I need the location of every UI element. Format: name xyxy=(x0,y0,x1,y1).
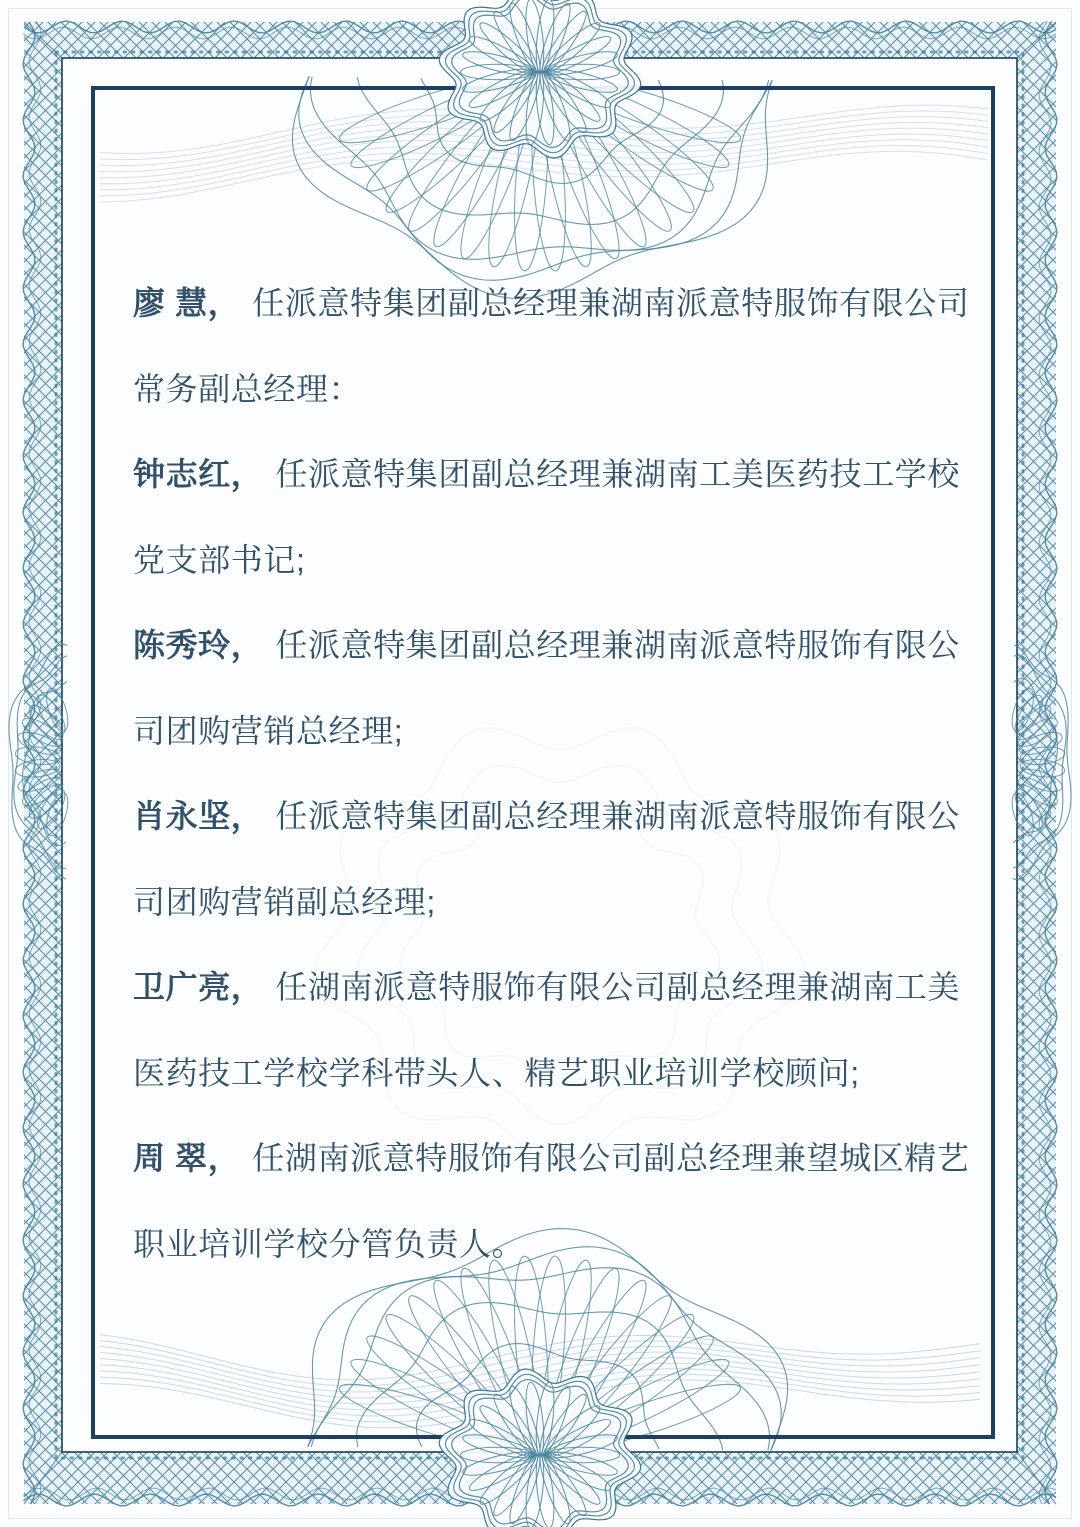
appointment-text: 任派意特集团副总经理兼湖南派意特服饰有限公司 xyxy=(252,285,970,321)
appointment-text: 任派意特集团副总经理兼湖南派意特服饰有限公 xyxy=(275,798,961,834)
appointment-line xyxy=(133,261,1005,347)
appointment-text: 任派意特集团副总经理兼湖南派意特服饰有限公 xyxy=(275,627,961,663)
appointment-entry xyxy=(133,261,1005,432)
appointment-line xyxy=(133,347,1005,433)
appointment-entry xyxy=(133,945,1005,1116)
appointment-entry xyxy=(133,1116,1005,1287)
appointment-text: 司团购营销副总经理; xyxy=(133,883,436,920)
appointment-text: 任湖南派意特服饰有限公司副总经理兼望城区精艺 xyxy=(252,1140,970,1176)
appointment-line xyxy=(133,860,1005,946)
person-name: 肖永坚， xyxy=(133,798,264,834)
appointment-line xyxy=(133,689,1005,775)
appointment-line xyxy=(133,1116,1005,1202)
appointment-text: 司团购营销总经理; xyxy=(133,712,404,749)
appointment-line xyxy=(133,774,1005,860)
appointment-text: 常务副总经理： xyxy=(133,370,362,407)
person-name: 钟志红， xyxy=(133,456,264,492)
appointment-entry xyxy=(133,774,1005,945)
appointment-text: 职业培训学校分管负责人。 xyxy=(133,1225,525,1262)
person-name: 周 翠， xyxy=(133,1140,241,1176)
appointment-text: 任湖南派意特服饰有限公司副总经理兼湖南工美 xyxy=(275,969,961,1005)
appointment-line xyxy=(133,1031,1005,1117)
person-name: 陈秀玲， xyxy=(133,627,264,663)
person-name: 廖 慧， xyxy=(133,285,241,321)
appointment-text: 党支部书记; xyxy=(133,541,306,578)
appointment-line xyxy=(133,518,1005,604)
appointment-text-block xyxy=(133,261,1005,1287)
person-name: 卫广亮， xyxy=(133,969,264,1005)
appointment-entry xyxy=(133,432,1005,603)
appointment-line xyxy=(133,1202,1005,1288)
appointment-entry xyxy=(133,603,1005,774)
appointment-line xyxy=(133,432,1005,518)
appointment-text: 任派意特集团副总经理兼湖南工美医药技工学校 xyxy=(275,456,961,492)
appointment-line xyxy=(133,945,1005,1031)
appointment-line xyxy=(133,603,1005,689)
appointment-text: 医药技工学校学科带头人、精艺职业培训学校顾问; xyxy=(133,1054,860,1091)
